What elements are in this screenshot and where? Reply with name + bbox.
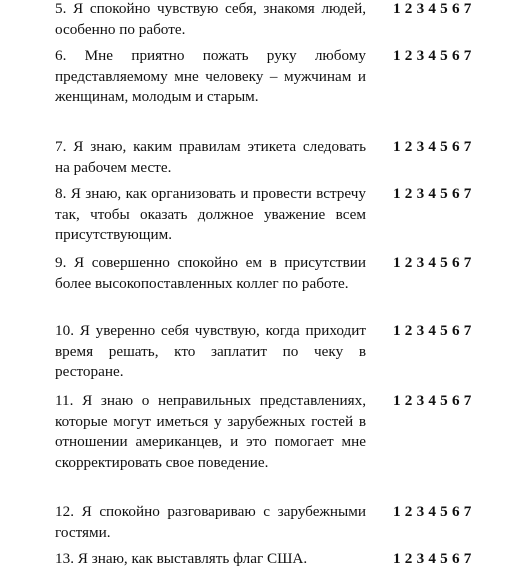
question-text: 12. Я спокойно разговариваю с зарубежными гостями.: [55, 503, 366, 541]
rating-scale: 1 2 3 4 5 6 7: [393, 322, 472, 339]
rating-scale: 1 2 3 4 5 6 7: [393, 254, 472, 271]
rating-scale: 1 2 3 4 5 6 7: [393, 503, 472, 520]
question-text: 10. Я уверенно себя чувствую, когда приходит время решать, кто заплатит по чеку в ресторане.: [55, 322, 366, 380]
question-text: 5. Я спокойно чувствую себя, знакомя людей, особенно по работе.: [55, 0, 366, 38]
rating-scale: 1 2 3 4 5 6 7: [393, 47, 472, 64]
rating-scale: 1 2 3 4 5 6 7: [393, 550, 472, 567]
question-text: 13. Я знаю, как выставлять флаг США.: [55, 550, 308, 567]
question-text: 6. Мне приятно пожать руку любому представляемому мне человеку – мужчинам и женщинам, молодым и старым.: [55, 47, 366, 105]
rating-scale: 1 2 3 4 5 6 7: [393, 138, 472, 155]
question-text: 7. Я знаю, каким правилам этикета следовать на рабочем месте.: [55, 138, 366, 176]
question-text: 8. Я знаю, как организовать и провести встречу так, чтобы оказать должное уважение всем присутствующим.: [55, 185, 366, 243]
question-text: 11. Я знаю о неправильных представлениях, которые могут иметься у зарубежных гостей в отношении американцев, и это помогает мне скорректировать свое поведение.: [55, 392, 366, 471]
question-text: 9. Я совершенно спокойно ем в присутствии более высокопоставленных коллег по работе.: [55, 254, 366, 292]
rating-scale: 1 2 3 4 5 6 7: [393, 0, 472, 17]
rating-scale: 1 2 3 4 5 6 7: [393, 392, 472, 409]
rating-scale: 1 2 3 4 5 6 7: [393, 185, 472, 202]
